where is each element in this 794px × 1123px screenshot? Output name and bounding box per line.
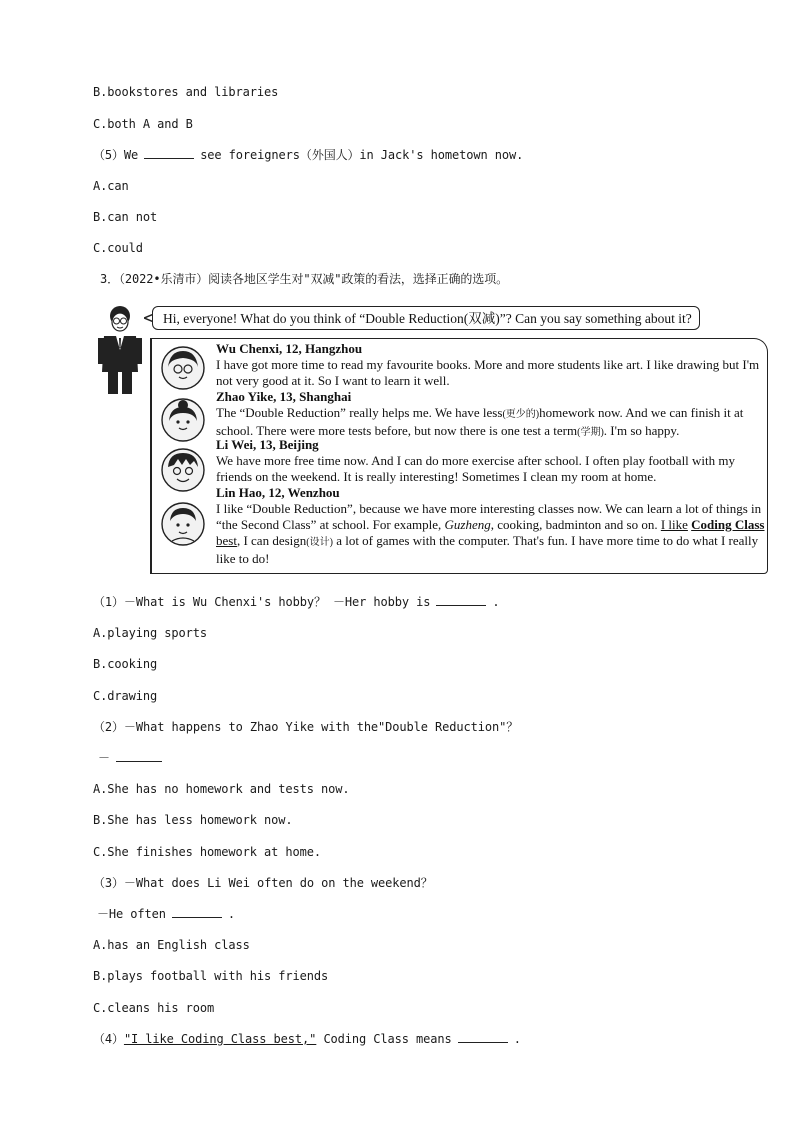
entry-text: We have more free time now. And I can do more exercise after school. I often play football with my friends on the weekend. It is really interesting! Sometimes I clean my room at home. bbox=[216, 453, 736, 484]
gloss: (更少的) bbox=[502, 409, 540, 420]
q3-option-a[interactable]: A.has an English class bbox=[93, 938, 250, 952]
q2-option-c[interactable]: C.She finishes homework at home. bbox=[93, 845, 321, 859]
q5-blank[interactable] bbox=[144, 147, 194, 159]
gloss: (学期) bbox=[577, 427, 604, 438]
text-part: I like “Double Reduction”, because we have more interesting classes now. We can learn a lot of things in “the Second Class” at school. For example, bbox=[216, 501, 762, 532]
entry-name: Lin Hao, 12, Wenzhou bbox=[216, 485, 340, 500]
question-3: （3）－What does Li Wei often do on the weekend？ bbox=[93, 876, 433, 890]
entry-text bbox=[216, 405, 768, 441]
q1-option-a[interactable]: A.playing sports bbox=[93, 626, 207, 640]
q5-suffix: see foreigners（外国人）in Jack's hometown now. bbox=[200, 148, 524, 162]
q5-option-a[interactable]: A.can bbox=[93, 179, 129, 193]
q4-prefix: （4） bbox=[93, 1032, 124, 1046]
entry-text bbox=[216, 501, 768, 567]
q2-blank[interactable] bbox=[116, 750, 162, 762]
avatar-wu-chenxi-icon bbox=[160, 345, 206, 391]
text-part: homework now. And we can finish it at school. There were more tests before, but now there is one test a term bbox=[216, 405, 744, 438]
avatar-li-wei-icon bbox=[160, 447, 206, 493]
q1-option-c[interactable]: C.drawing bbox=[93, 689, 158, 703]
q3-end: . bbox=[227, 907, 236, 921]
entry-name: Zhao Yike, 13, Shanghai bbox=[216, 389, 352, 404]
q3-blank[interactable] bbox=[172, 906, 222, 918]
q1-blank[interactable] bbox=[436, 594, 486, 606]
q3-answer-prefix: －He often bbox=[97, 907, 166, 921]
underlined-text: I like bbox=[660, 517, 688, 532]
underlined-text: best bbox=[216, 533, 237, 548]
q4-quote: "I like Coding Class best," bbox=[123, 1032, 317, 1046]
q2-option-b[interactable]: B.She has less homework now. bbox=[93, 813, 293, 827]
section-3-header: 3．（2022•乐清市）阅读各地区学生对"双减"政策的看法，选择正确的选项。 bbox=[100, 272, 508, 286]
q5-option-b[interactable]: B.can not bbox=[93, 210, 158, 224]
text-part: a lot of games with the computer. That's fun. I have more time to do what I really like to do! bbox=[216, 533, 759, 566]
gloss: (设计) bbox=[306, 537, 333, 548]
option-b-prev: B.bookstores and libraries bbox=[93, 85, 279, 99]
bold-underlined-text: Coding Class bbox=[691, 517, 765, 532]
q1-option-b[interactable]: B.cooking bbox=[93, 657, 158, 671]
entry-text: I have got more time to read my favourite books. More and more students like art. I like drawing but I'm not very good at it. So I want to learn it well. bbox=[216, 357, 760, 388]
question-4 bbox=[93, 1031, 521, 1047]
q4-suffix: Coding Class means bbox=[323, 1032, 452, 1046]
avatar-zhao-yike-icon bbox=[160, 397, 206, 443]
q5-option-c[interactable]: C.could bbox=[93, 241, 143, 255]
q2-answer-prefix: － bbox=[98, 751, 110, 765]
entry-name: Li Wei, 13, Beijing bbox=[216, 437, 319, 452]
q1-stem: （1）－What is Wu Chenxi's hobby？ －Her hobby is bbox=[93, 595, 431, 609]
speech-bubble: Hi, everyone! What do you think of “Double Reduction(双减)”? Can you say something about it? bbox=[152, 306, 700, 330]
q4-blank[interactable] bbox=[458, 1031, 508, 1043]
q5-prefix: （5）We bbox=[93, 148, 139, 162]
q2-answer bbox=[98, 750, 168, 766]
reading-figure bbox=[92, 300, 772, 578]
q2-option-a[interactable]: A.She has no homework and tests now. bbox=[93, 782, 350, 796]
q3-answer bbox=[97, 906, 235, 922]
entry-wu-chenxi bbox=[216, 341, 768, 389]
question-2: （2）－What happens to Zhao Yike with the"Double Reduction"？ bbox=[93, 720, 519, 734]
q3-option-c[interactable]: C.cleans his room bbox=[93, 1001, 215, 1015]
text-part: , I can design bbox=[236, 533, 307, 548]
italic-word: Guzheng bbox=[444, 517, 491, 532]
text-part: . I'm so happy. bbox=[603, 423, 680, 438]
text-part: The “Double Reduction” really helps me. We have less bbox=[216, 405, 503, 420]
entry-lin-hao bbox=[216, 485, 768, 567]
entry-zhao-yike bbox=[216, 389, 768, 441]
teacher-illustration-icon bbox=[92, 302, 148, 398]
question-1 bbox=[93, 594, 500, 610]
entry-li-wei bbox=[216, 437, 768, 485]
question-5 bbox=[93, 147, 523, 163]
avatar-lin-hao-icon bbox=[160, 501, 206, 547]
student-panel bbox=[150, 338, 768, 574]
q3-option-b[interactable]: B.plays football with his friends bbox=[93, 969, 329, 983]
text-part: , cooking, badminton and so on. bbox=[490, 517, 658, 532]
q4-end: . bbox=[513, 1032, 521, 1046]
q1-end: . bbox=[492, 595, 500, 609]
entry-name: Wu Chenxi, 12, Hangzhou bbox=[216, 341, 363, 356]
option-c-prev: C.both A and B bbox=[93, 117, 193, 131]
